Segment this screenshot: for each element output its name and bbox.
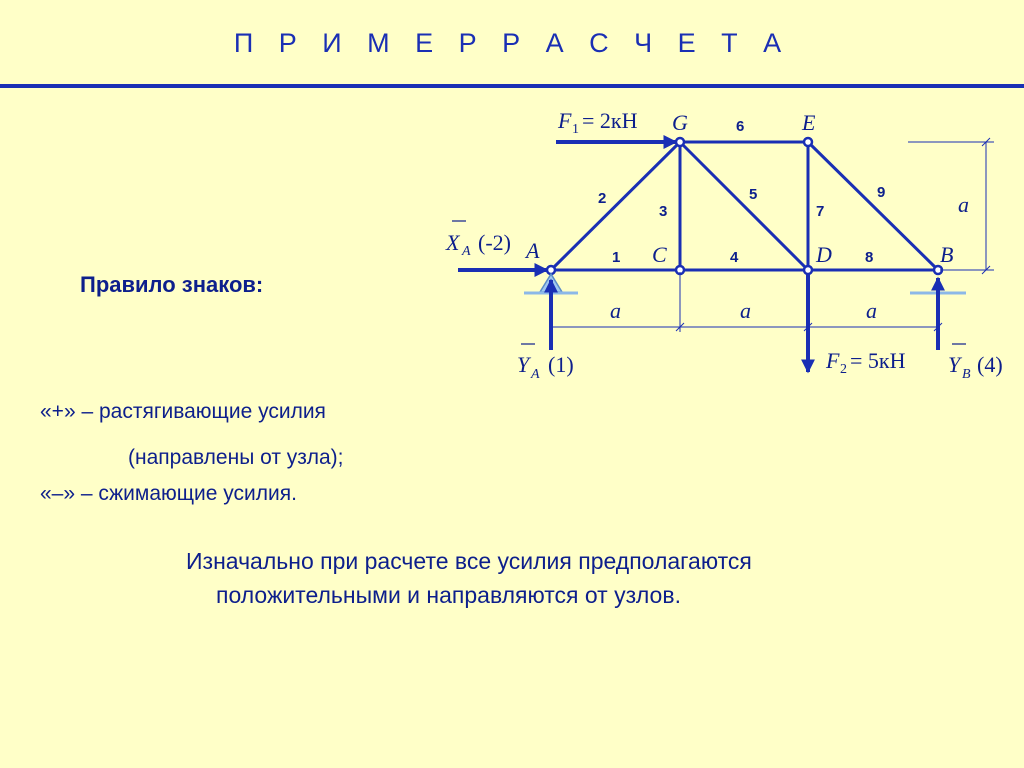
node-label-d: D (816, 242, 832, 267)
member-number-9: 9 (877, 184, 886, 201)
page-title: П Р И М Е Р Р А С Ч Е Т А (233, 28, 791, 58)
joint-e (804, 138, 812, 146)
dimension-label-a-height: a (958, 192, 969, 217)
sign-rule-heading: Правило знаков: (80, 272, 264, 297)
sign-rule-plus-detail: (направлены от узла); (128, 446, 344, 469)
member-number-4: 4 (730, 249, 739, 266)
node-label-a: A (526, 238, 540, 263)
force-xa-symbol: X (446, 230, 460, 255)
force-f2-symbol: F (826, 348, 840, 373)
force-f1-sub: 1 (572, 122, 579, 137)
force-label-f2 (825, 348, 906, 377)
force-yb-sub: B (962, 367, 971, 382)
force-xa-sub: A (462, 244, 471, 259)
force-label-ya (517, 344, 574, 382)
member-number-2: 2 (598, 190, 607, 207)
force-f2-sub: 2 (840, 362, 847, 377)
force-f1-symbol: F (558, 108, 572, 133)
joint-g (676, 138, 684, 146)
force-yb-value: (4) (977, 352, 1003, 377)
node-label-e: E (802, 110, 816, 135)
node-label-b: B (940, 242, 954, 267)
force-yb-symbol: Y (948, 352, 961, 377)
dimension-label-a1: a (610, 298, 621, 323)
sign-rule-minus: «–» – сжимающие усилия. (40, 482, 297, 505)
truss-members (551, 142, 938, 270)
dimension-label-a3: a (866, 298, 877, 323)
dimension-label-a2: a (740, 298, 751, 323)
force-ya-symbol: Y (517, 352, 530, 377)
node-label-c: C (652, 242, 667, 267)
member-number-7: 7 (816, 203, 825, 220)
member-number-8: 8 (865, 249, 874, 266)
force-label-xa (445, 221, 511, 259)
node-label-g: G (672, 110, 688, 135)
force-ya-sub: A (531, 367, 540, 382)
sign-rule-plus: «+» – растягивающие усилия (40, 400, 326, 423)
force-f1-value: = 2кН (582, 108, 638, 133)
note-line-1: Изначально при расчете все усилия предполагаются (186, 548, 752, 574)
member-number-1: 1 (612, 249, 621, 266)
force-f2-value: = 5кН (850, 348, 906, 373)
member-5 (680, 142, 808, 270)
note-line-2: положительными и направляются от узлов. (216, 582, 681, 608)
joint-d (804, 266, 812, 274)
member-number-5: 5 (749, 186, 758, 203)
force-xa-value: (-2) (478, 230, 511, 255)
member-number-6: 6 (736, 118, 745, 135)
force-ya-value: (1) (548, 352, 574, 377)
member-number-3: 3 (659, 203, 668, 220)
force-label-yb (948, 344, 1003, 382)
force-label-f1 (557, 108, 638, 137)
